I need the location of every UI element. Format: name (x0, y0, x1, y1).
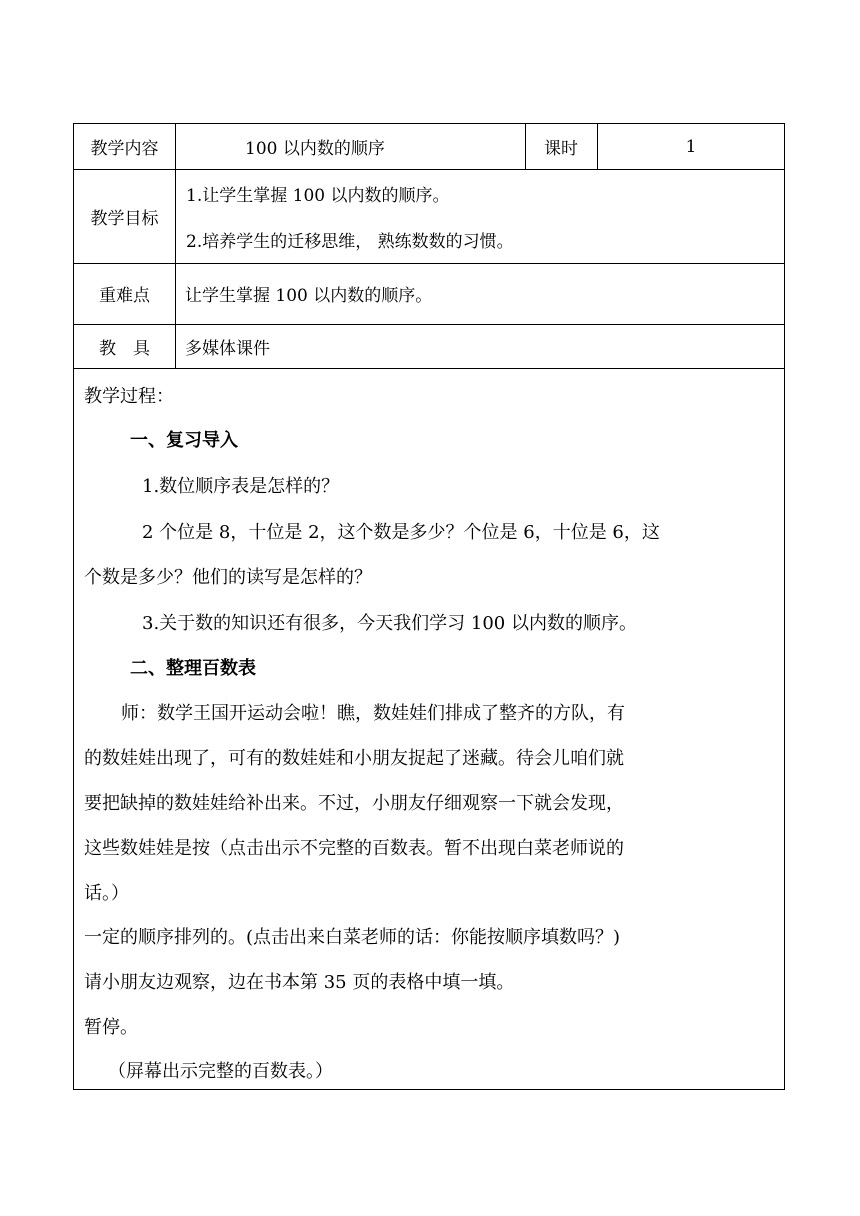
paragraph: 个数是多少？他们的读写是怎样的？ (84, 567, 372, 588)
paragraph: 话。） (84, 883, 129, 904)
objective-item: 2.培养学生的迁移思维， 熟练数数的习惯。 (186, 232, 514, 252)
section-heading-review: 一、复习导入 (130, 430, 238, 451)
hours-label: 课时 (544, 139, 578, 159)
key-points-value: 让学生掌握 100 以内数的顺序。 (185, 286, 433, 306)
paragraph: 这些数娃娃是按（点击出示不完整的百数表。暂不出现白菜老师说的 (84, 838, 624, 859)
objectives-label: 教学目标 (90, 208, 159, 229)
lesson-plan-table (73, 123, 785, 1090)
paragraph: 师：数学王国开运动会啦！瞧，数娃娃们排成了整齐的方队，有 (121, 703, 625, 724)
paragraph: 要把缺掉的数娃娃给补出来。不过，小朋友仔细观察一下就会发现， (84, 793, 624, 814)
row-divider (74, 169, 784, 170)
paragraph: 请小朋友边观察，边在书本第 35 页的表格中填一填。 (84, 972, 515, 993)
content-value: 100 以内数的顺序 (245, 139, 385, 159)
paragraph: 1.数位顺序表是怎样的？ (142, 476, 340, 497)
objective-item: 1.让学生掌握 100 以内数的顺序。 (186, 186, 450, 206)
paragraph: 一定的顺序排列的。(点击出来白菜老师的话：你能按顺序填数吗？) (84, 927, 621, 948)
key-points-label: 重难点 (99, 286, 150, 306)
tools-label: 教 具 (99, 338, 150, 359)
paragraph: 2 个位是 8，十位是 2，这个数是多少？个位是 6，十位是 6，这 (142, 522, 660, 543)
paragraph: 3.关于数的知识还有很多，今天我们学习 100 以内数的顺序。 (142, 613, 637, 634)
section-heading-hundred-chart: 二、整理百数表 (130, 658, 256, 679)
paragraph: 暂停。 (84, 1017, 138, 1038)
content-label: 教学内容 (90, 139, 159, 159)
paragraph: （屏幕出示完整的百数表。） (108, 1061, 333, 1082)
tools-value: 多媒体课件 (185, 338, 270, 359)
teaching-process (74, 369, 784, 1089)
process-title: 教学过程： (84, 386, 174, 407)
paragraph: 的数娃娃出现了，可有的数娃娃和小朋友捉起了迷藏。待会儿咱们就 (84, 748, 624, 769)
hours-value: 1 (685, 136, 697, 157)
